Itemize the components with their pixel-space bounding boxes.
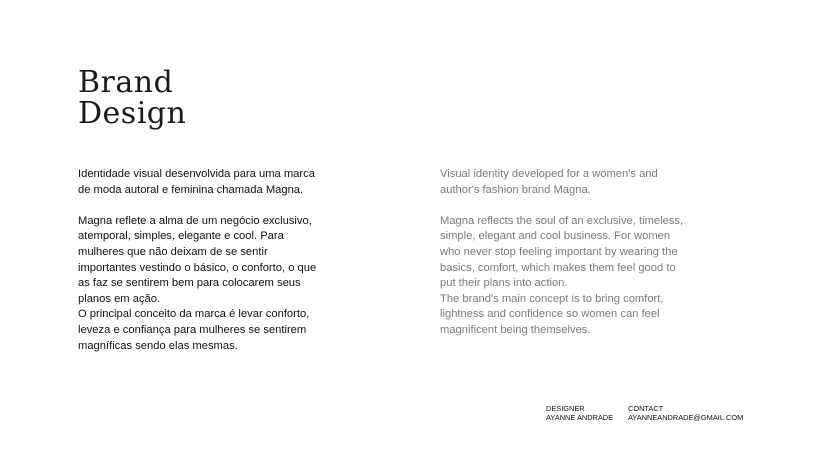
en-paragraph-body: Magna reflects the soul of an exclusive, timeless, simple, elegant and cool business. For women who never stop feeling important by wearing the basics, comfort, which makes them feel good to put their plans into action. The brand's main concept is to bring comfort, lightness and confidence so women can feel magnificent being themselves. xyxy=(440,214,684,336)
contact-email: AYANNEANDRADE@GMAIL.COM xyxy=(628,413,744,422)
description-portuguese xyxy=(78,167,323,354)
contact-credit xyxy=(628,404,743,422)
en-paragraph-intro: Visual identity developed for a women's and author's fashion brand Magna. xyxy=(440,168,658,196)
designer-name: AYANNE ANDRADE xyxy=(546,413,614,422)
description-english xyxy=(440,167,685,339)
title-line-2: Design xyxy=(78,96,187,131)
designer-label: DESIGNER xyxy=(546,404,585,413)
contact-label: CONTACT xyxy=(628,404,664,413)
designer-credit xyxy=(546,404,613,422)
title-line-1: Brand xyxy=(78,65,174,100)
page-title xyxy=(78,67,186,129)
pt-paragraph-body: Magna reflete a alma de um negócio exclusivo, atemporal, simples, elegante e cool. Para mulheres que não deixam de se sentir importantes vestindo o básico, o conforto, o que as faz se sentirem bem para colocarem seus planos em ação. O principal conceito da marca é levar conforto, leveza e confiança para mulheres se sentirem magníficas sendo elas mesmas. xyxy=(78,214,317,352)
pt-paragraph-intro: Identidade visual desenvolvida para uma marca de moda autoral e feminina chamada Magna. xyxy=(78,168,315,196)
